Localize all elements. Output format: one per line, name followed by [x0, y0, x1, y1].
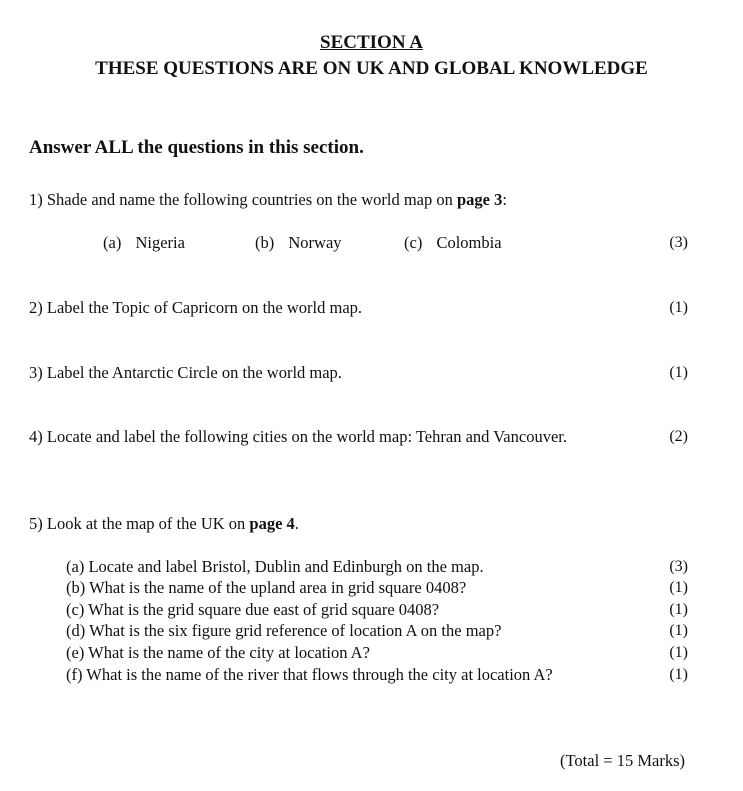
question-2: 2) Label the Topic of Capricorn on the world map. — [29, 298, 363, 317]
question-4-marks: (2) — [669, 428, 688, 445]
question-5e-marks: (1) — [669, 644, 688, 661]
question-4: 4) Locate and label the following cities on the world map: Tehran and Vancouver. — [29, 427, 567, 446]
question-5d-marks: (1) — [669, 622, 688, 639]
option-a — [103, 233, 185, 253]
question-5 — [29, 514, 299, 534]
section-title: SECTION A — [320, 32, 423, 53]
option-b-name: Norway — [288, 233, 342, 252]
question-1 — [29, 190, 507, 210]
total-marks: (Total = 15 Marks) — [560, 751, 685, 770]
question-1-text: 1) Shade and name the following countries on the world map on — [29, 190, 457, 209]
instruction: Answer ALL the questions in this section. — [29, 137, 364, 158]
question-2-marks: (1) — [669, 299, 688, 316]
question-1-page-ref: page 3 — [457, 190, 503, 209]
question-5a-marks: (3) — [669, 558, 688, 575]
section-subtitle: THESE QUESTIONS ARE ON UK AND GLOBAL KNOWLEDGE — [95, 58, 648, 79]
option-b — [255, 233, 342, 253]
question-5c: (c) What is the grid square due east of grid square 0408? — [66, 600, 440, 619]
question-1-punct: : — [502, 190, 507, 209]
question-5f-marks: (1) — [669, 666, 688, 683]
question-3: 3) Label the Antarctic Circle on the world map. — [29, 363, 342, 382]
question-5f: (f) What is the name of the river that flows through the city at location A? — [66, 665, 553, 684]
question-5-page-ref: page 4 — [249, 514, 295, 533]
question-5-text: 5) Look at the map of the UK on — [29, 514, 250, 533]
question-5b: (b) What is the name of the upland area in grid square 0408? — [66, 578, 467, 597]
question-5a: (a) Locate and label Bristol, Dublin and Edinburgh on the map. — [66, 557, 484, 576]
question-1-marks: (3) — [669, 234, 688, 251]
option-a-letter: (a) — [103, 233, 122, 252]
question-5e: (e) What is the name of the city at location A? — [66, 643, 370, 662]
question-5c-marks: (1) — [669, 601, 688, 618]
option-a-name: Nigeria — [135, 233, 185, 252]
option-c-name: Colombia — [436, 233, 502, 252]
question-5d: (d) What is the six figure grid reference of location A on the map? — [66, 621, 502, 640]
question-5b-marks: (1) — [669, 579, 688, 596]
question-3-marks: (1) — [669, 364, 688, 381]
question-5-punct: . — [294, 514, 299, 533]
option-b-letter: (b) — [255, 233, 275, 252]
option-c-letter: (c) — [404, 233, 423, 252]
option-c — [404, 233, 502, 253]
